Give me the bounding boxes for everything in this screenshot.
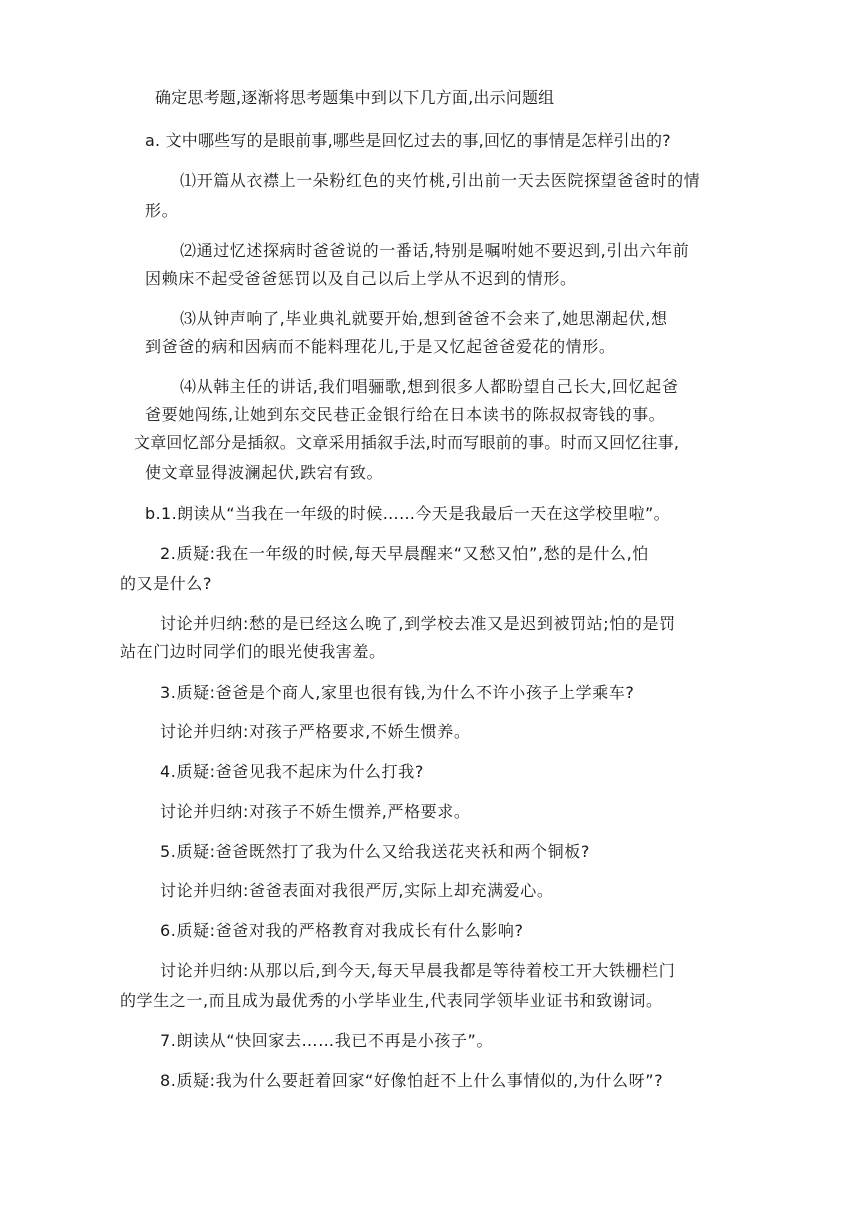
question-8: 8.质疑:我为什么要赶着回家“好像怕赶不上什么事情似的,为什么呀”? xyxy=(160,1071,664,1090)
question-4: 4.质疑:爸爸见我不起床为什么打我? xyxy=(160,762,424,781)
summary-line-2: 使文章显得波澜起伏,跌宕有致。 xyxy=(145,463,384,482)
point-4-line-1: ⑷从韩主任的讲话,我们唱骊歌,想到很多人都盼望自己长大,回忆起爸 xyxy=(180,377,679,396)
point-2-line-1: ⑵通过忆述探病时爸爸说的一番话,特别是嘱咐她不要迟到,引出六年前 xyxy=(180,241,690,260)
question-7: 7.朗读从“快回家去……我已不再是小孩子”。 xyxy=(160,1031,494,1050)
point-1-line-2: 形。 xyxy=(145,201,179,220)
question-5: 5.质疑:爸爸既然打了我为什么又给我送花夹袄和两个铜板? xyxy=(160,842,590,861)
answer-6-line-1: 讨论并归纳:从那以后,到今天,每天早晨我都是等待着校工开大铁栅栏门 xyxy=(160,961,676,980)
answer-5: 讨论并归纳:爸爸表面对我很严厉,实际上却充满爱心。 xyxy=(160,881,554,900)
answer-4: 讨论并归纳:对孩子不娇生惯养,严格要求。 xyxy=(160,802,471,821)
point-2-line-2: 因赖床不起受爸爸惩罚以及自己以后上学从不迟到的情形。 xyxy=(145,269,577,288)
answer-2-line-1: 讨论并归纳:愁的是已经这么晚了,到学校去准又是迟到被罚站;怕的是罚 xyxy=(160,614,676,633)
summary-line-1: 文章回忆部分是插叙。文章采用插叙手法,时而写眼前的事。时而又回忆往事, xyxy=(134,433,680,452)
question-a: a. 文中哪些写的是眼前事,哪些是回忆过去的事,回忆的事情是怎样引出的? xyxy=(145,131,671,150)
point-4-line-2: 爸要她闯练,让她到东交民巷正金银行给在日本读书的陈叔叔寄钱的事。 xyxy=(145,405,666,424)
point-3-line-2: 到爸爸的病和因病而不能料理花儿,于是又忆起爸爸爱花的情形。 xyxy=(145,337,616,356)
intro-line: 确定思考题,逐渐将思考题集中到以下几方面,出示问题组 xyxy=(155,88,555,107)
point-1-line-1: ⑴开篇从衣襟上一朵粉红色的夹竹桃,引出前一天去医院探望爸爸时的情 xyxy=(180,171,701,190)
answer-2-line-2: 站在门边时同学们的眼光使我害羞。 xyxy=(120,642,386,661)
answer-3: 讨论并归纳:对孩子严格要求,不娇生惯养。 xyxy=(160,722,471,741)
question-6: 6.质疑:爸爸对我的严格教育对我成长有什么影响? xyxy=(160,921,524,940)
question-b1: b.1.朗读从“当我在一年级的时候……今天是我最后一天在这学校里啦”。 xyxy=(145,504,671,523)
question-3: 3.质疑:爸爸是个商人,家里也很有钱,为什么不许小孩子上学乘车? xyxy=(160,683,635,702)
question-2-line-2: 的又是什么? xyxy=(120,574,213,593)
question-2-line-1: 2.质疑:我在一年级的时候,每天早晨醒来“又愁又怕”,愁的是什么,怕 xyxy=(160,544,649,563)
point-3-line-1: ⑶从钟声响了,毕业典礼就要开始,想到爸爸不会来了,她思潮起伏,想 xyxy=(180,309,668,328)
answer-6-line-2: 的学生之一,而且成为最优秀的小学毕业生,代表同学领毕业证书和致谢词。 xyxy=(120,991,663,1010)
